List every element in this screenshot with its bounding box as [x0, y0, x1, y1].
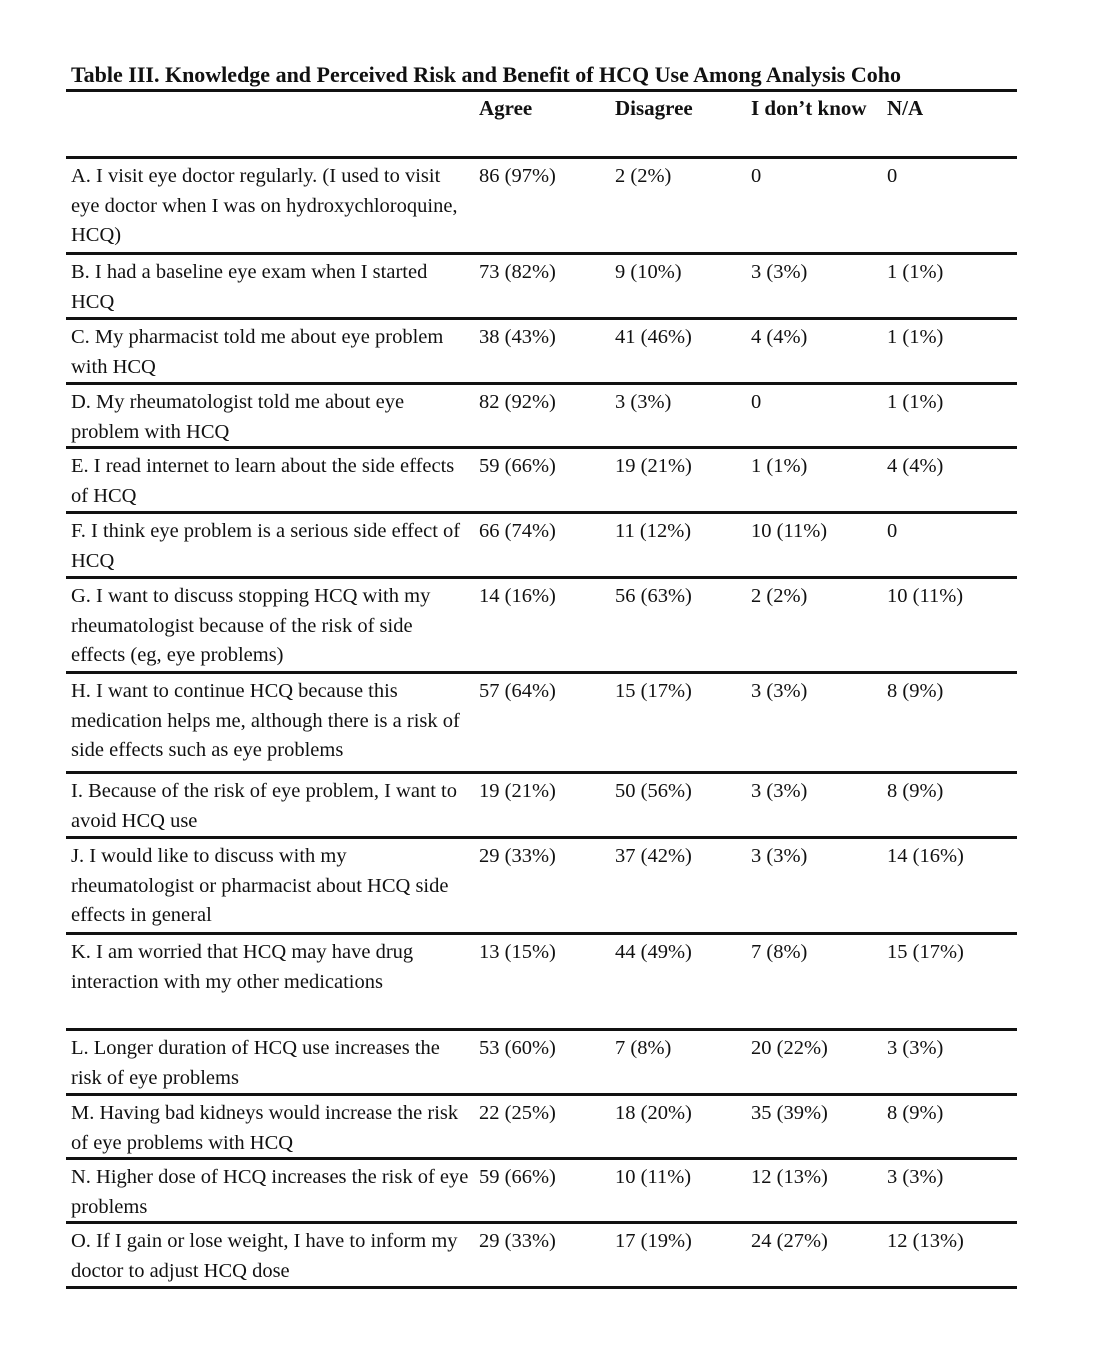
row-statement: C. My pharmacist told me about eye problem with HCQ [71, 326, 444, 378]
row-statement: O. If I gain or lose weight, I have to inform my doctor to adjust HCQ dose [71, 1230, 458, 1282]
table-row [66, 449, 1017, 514]
row-dont-know: 3 (3%) [751, 680, 808, 702]
row-disagree: 56 (63%) [615, 585, 692, 607]
table-row [66, 774, 1017, 839]
table-row [66, 935, 1017, 1031]
row-dont-know: 0 [751, 391, 762, 413]
table-row [66, 674, 1017, 774]
row-disagree: 17 (19%) [615, 1230, 692, 1252]
row-disagree: 18 (20%) [615, 1102, 692, 1124]
row-disagree: 11 (12%) [615, 520, 692, 542]
row-dont-know: 1 (1%) [751, 455, 808, 477]
row-disagree: 2 (2%) [615, 165, 672, 187]
table-row [66, 839, 1017, 935]
row-agree: 29 (33%) [479, 845, 556, 867]
row-na: 0 [887, 520, 898, 542]
row-dont-know: 3 (3%) [751, 845, 808, 867]
row-agree: 82 (92%) [479, 391, 556, 413]
row-statement: B. I had a baseline eye exam when I started HCQ [71, 261, 428, 313]
row-agree: 53 (60%) [479, 1037, 556, 1059]
row-disagree: 3 (3%) [615, 391, 672, 413]
table-title: Table III. Knowledge and Perceived Risk and Benefit of HCQ Use Among Analysis Coho [71, 62, 901, 87]
row-statement: E. I read internet to learn about the side effects of HCQ [71, 455, 455, 507]
row-disagree: 41 (46%) [615, 326, 692, 348]
header-disagree: Disagree [615, 96, 693, 120]
table-row [66, 1160, 1017, 1224]
row-na: 1 (1%) [887, 261, 944, 283]
row-dont-know: 20 (22%) [751, 1037, 828, 1059]
row-na: 8 (9%) [887, 1102, 944, 1124]
row-dont-know: 3 (3%) [751, 780, 808, 802]
row-disagree: 10 (11%) [615, 1166, 692, 1188]
row-na: 14 (16%) [887, 845, 964, 867]
row-disagree: 19 (21%) [615, 455, 692, 477]
row-statement: J. I would like to discuss with my rheumatologist or pharmacist about HCQ side effects in general [71, 845, 449, 926]
row-na: 1 (1%) [887, 326, 944, 348]
header-agree: Agree [479, 96, 533, 120]
row-dont-know: 10 (11%) [751, 520, 828, 542]
row-statement: M. Having bad kidneys would increase the risk of eye problems with HCQ [71, 1102, 459, 1154]
row-na: 0 [887, 165, 898, 187]
row-dont-know: 12 (13%) [751, 1166, 828, 1188]
row-agree: 13 (15%) [479, 941, 556, 963]
row-na: 3 (3%) [887, 1166, 944, 1188]
table-row [66, 1096, 1017, 1160]
row-disagree: 50 (56%) [615, 780, 692, 802]
row-disagree: 44 (49%) [615, 941, 692, 963]
row-na: 10 (11%) [887, 585, 964, 607]
row-statement: G. I want to discuss stopping HCQ with my rheumatologist because of the risk of side effects (eg, eye problems) [71, 585, 431, 666]
row-dont-know: 0 [751, 165, 762, 187]
row-statement: A. I visit eye doctor regularly. (I used to visit eye doctor when I was on hydroxychloroquine, HCQ) [71, 165, 458, 246]
row-agree: 22 (25%) [479, 1102, 556, 1124]
row-statement: H. I want to continue HCQ because this medication helps me, although there is a risk of side effects such as eye problems [71, 680, 460, 761]
row-disagree: 37 (42%) [615, 845, 692, 867]
row-na: 8 (9%) [887, 680, 944, 702]
row-dont-know: 24 (27%) [751, 1230, 828, 1252]
row-statement: D. My rheumatologist told me about eye problem with HCQ [71, 391, 405, 443]
row-disagree: 7 (8%) [615, 1037, 672, 1059]
row-statement: K. I am worried that HCQ may have drug interaction with my other medications [71, 941, 414, 993]
table-row [66, 255, 1017, 320]
row-dont-know: 7 (8%) [751, 941, 808, 963]
row-dont-know: 2 (2%) [751, 585, 808, 607]
row-na: 15 (17%) [887, 941, 964, 963]
row-statement: I. Because of the risk of eye problem, I want to avoid HCQ use [71, 780, 457, 832]
row-na: 1 (1%) [887, 391, 944, 413]
row-statement: N. Higher dose of HCQ increases the risk of eye problems [71, 1166, 469, 1218]
row-agree: 29 (33%) [479, 1230, 556, 1252]
row-agree: 14 (16%) [479, 585, 556, 607]
row-disagree: 15 (17%) [615, 680, 692, 702]
header-na: N/A [887, 96, 924, 120]
row-agree: 73 (82%) [479, 261, 556, 283]
table-row [66, 514, 1017, 579]
table-row [66, 320, 1017, 385]
row-na: 3 (3%) [887, 1037, 944, 1059]
row-statement: F. I think eye problem is a serious side effect of HCQ [71, 520, 461, 572]
table-row [66, 1031, 1017, 1096]
row-disagree: 9 (10%) [615, 261, 682, 283]
row-agree: 86 (97%) [479, 165, 556, 187]
row-statement: L. Longer duration of HCQ use increases the risk of eye problems [71, 1037, 440, 1089]
row-na: 8 (9%) [887, 780, 944, 802]
table-row [66, 159, 1017, 255]
row-agree: 57 (64%) [479, 680, 556, 702]
row-na: 12 (13%) [887, 1230, 964, 1252]
data-table [66, 89, 1017, 1289]
row-na: 4 (4%) [887, 455, 944, 477]
row-agree: 59 (66%) [479, 455, 556, 477]
row-agree: 38 (43%) [479, 326, 556, 348]
table-row [66, 579, 1017, 674]
table-row [66, 1224, 1017, 1289]
row-dont-know: 4 (4%) [751, 326, 808, 348]
row-agree: 66 (74%) [479, 520, 556, 542]
row-dont-know: 35 (39%) [751, 1102, 828, 1124]
row-agree: 59 (66%) [479, 1166, 556, 1188]
row-agree: 19 (21%) [479, 780, 556, 802]
row-dont-know: 3 (3%) [751, 261, 808, 283]
table-header-row [66, 92, 1017, 159]
header-statement [66, 92, 474, 156]
header-dont-know: I don’t know [751, 96, 867, 120]
table-row [66, 385, 1017, 449]
